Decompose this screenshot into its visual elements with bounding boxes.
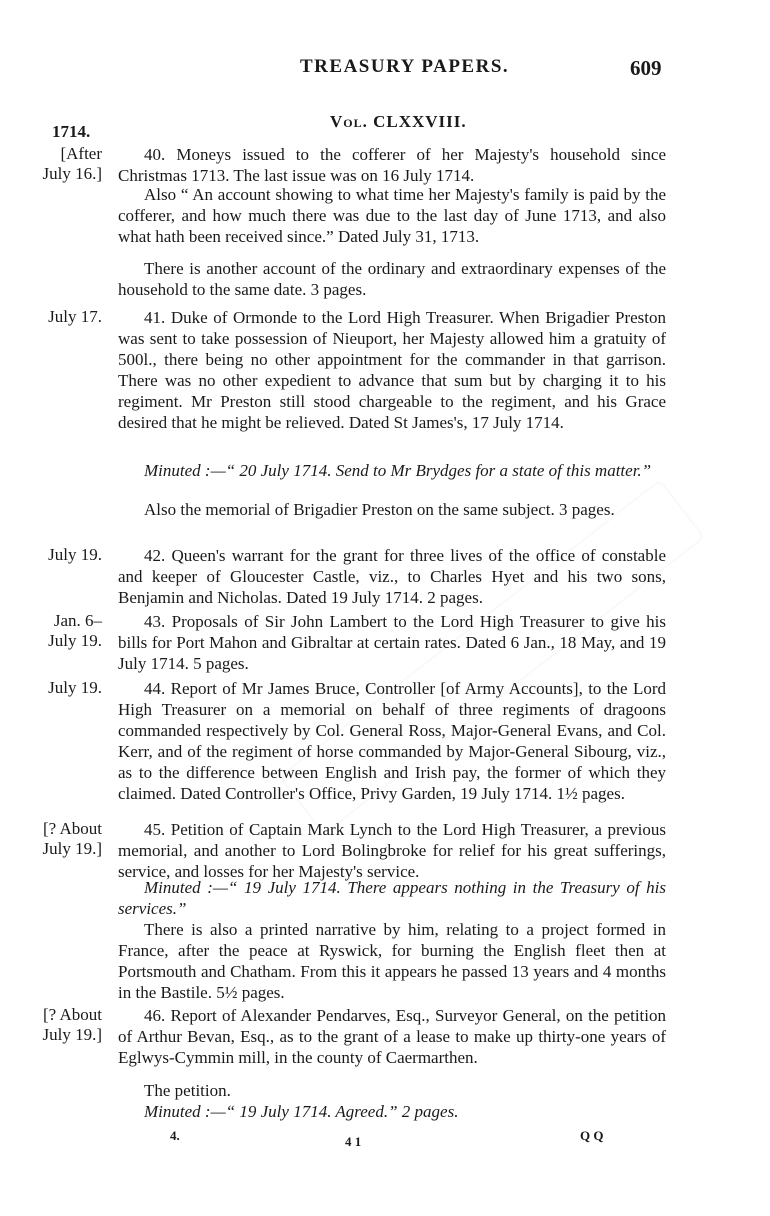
entry-paragraph: 42. Queen's warrant for the grant for three lives of the office of constable and keeper of Gloucester Castle, viz., to Charles Hyet and his two sons, Benjamin and Nicholas. Dated 19 July 1714. 2 pages.: [118, 546, 666, 607]
entry-date: [? About July 19.]: [42, 819, 102, 858]
footer-signature-left: 4.: [170, 1128, 180, 1143]
entry-date: [? About July 19.]: [42, 1005, 102, 1044]
entry-date: July 19.: [48, 678, 102, 697]
volume-heading: Vol. CLXXVIII.: [330, 112, 467, 131]
page-number: 609: [630, 56, 662, 80]
entry-date: July 19.: [48, 545, 102, 564]
entry-paragraph: There is also a printed narrative by him, relating to a project formed in France, after the peace at Ryswick, for burning the English fleet then at Portsmouth and Chatham. From this it appears he passed 13 years and 4 months in the Bastile. 5½ pages.: [118, 920, 666, 1002]
year-label: 1714.: [52, 122, 91, 141]
minuted-note: Minuted :—“ 20 July 1714. Send to Mr Brydges for a state of this matter.”: [144, 461, 652, 480]
entry-date: [After July 16.]: [42, 144, 102, 183]
minuted-note: Minuted :—“ 19 July 1714. There appears nothing in the Treasury of his services.”: [118, 878, 666, 918]
footer-signature-center: 4 1: [345, 1134, 362, 1149]
entry-paragraph: 45. Petition of Captain Mark Lynch to the Lord High Treasurer, a previous memorial, and another to Lord Bolingbroke for relief for his great sufferings, service, and losses for her Majesty's service.: [118, 820, 666, 881]
entry-paragraph: 44. Report of Mr James Bruce, Controller [of Army Accounts], to the Lord High Treasurer on a memorial on behalf of three regiments of dragoons commanded respectively by Col. General Ross, Major-General Evans, and Col. Kerr, and of the regiment of horse commanded by Major-General Sibourg, viz., as to the difference between English and Irish pay, the former of which they claimed. Dated Controller's Office, Privy Garden, 19 July 1714. 1½ pages.: [118, 679, 666, 803]
entry-paragraph: 46. Report of Alexander Pendarves, Esq., Surveyor General, on the petition of Arthur Bevan, Esq., as to the grant of a lease to make up thirty-one years of Eglwys-Cymmin mill, in the county of Caermarthen.: [118, 1006, 666, 1067]
running-title: TREASURY PAPERS.: [300, 56, 510, 77]
entry-date: Jan. 6– July 19.: [48, 611, 102, 650]
entry-paragraph: 43. Proposals of Sir John Lambert to the Lord High Treasurer to give his bills for Port Mahon and Gibraltar at certain rates. Dated 6 Jan., 18 May, and 19 July 1714. 5 pages.: [118, 612, 666, 673]
entry-date: July 17.: [48, 307, 102, 326]
entry-paragraph: 40. Moneys issued to the cofferer of her Majesty's household since Christmas 1713. The last issue was on 16 July 1714.: [118, 145, 666, 185]
minuted-note: Minuted :—“ 19 July 1714. Agreed.” 2 pages.: [144, 1102, 459, 1121]
entry-paragraph: There is another account of the ordinary and extraordinary expenses of the household to the same date. 3 pages.: [118, 259, 666, 299]
page-header: [0, 56, 770, 86]
entry-paragraph: The petition.: [144, 1081, 231, 1100]
entry-paragraph: Also “ An account showing to what time her Majesty's family is paid by the cofferer, and how much there was due to the last day of June 1713, and also what hath been received since.” Dated July 31, 1713.: [118, 185, 666, 246]
entry-paragraph: Also the memorial of Brigadier Preston on the same subject. 3 pages.: [144, 500, 615, 519]
footer-signature-right: Q Q: [580, 1128, 604, 1143]
entry-paragraph: 41. Duke of Ormonde to the Lord High Treasurer. When Brigadier Preston was sent to take possession of Nieuport, her Majesty allowed him a gratuity of 500l., there being no other appointment for the commander in that garrison. There was no other expedient to advance that sum but by charging it to his regiment. Mr Preston still stood chargeable to the regiment, and his Grace desired that he might be relieved. Dated St James's, 17 July 1714.: [118, 308, 666, 432]
